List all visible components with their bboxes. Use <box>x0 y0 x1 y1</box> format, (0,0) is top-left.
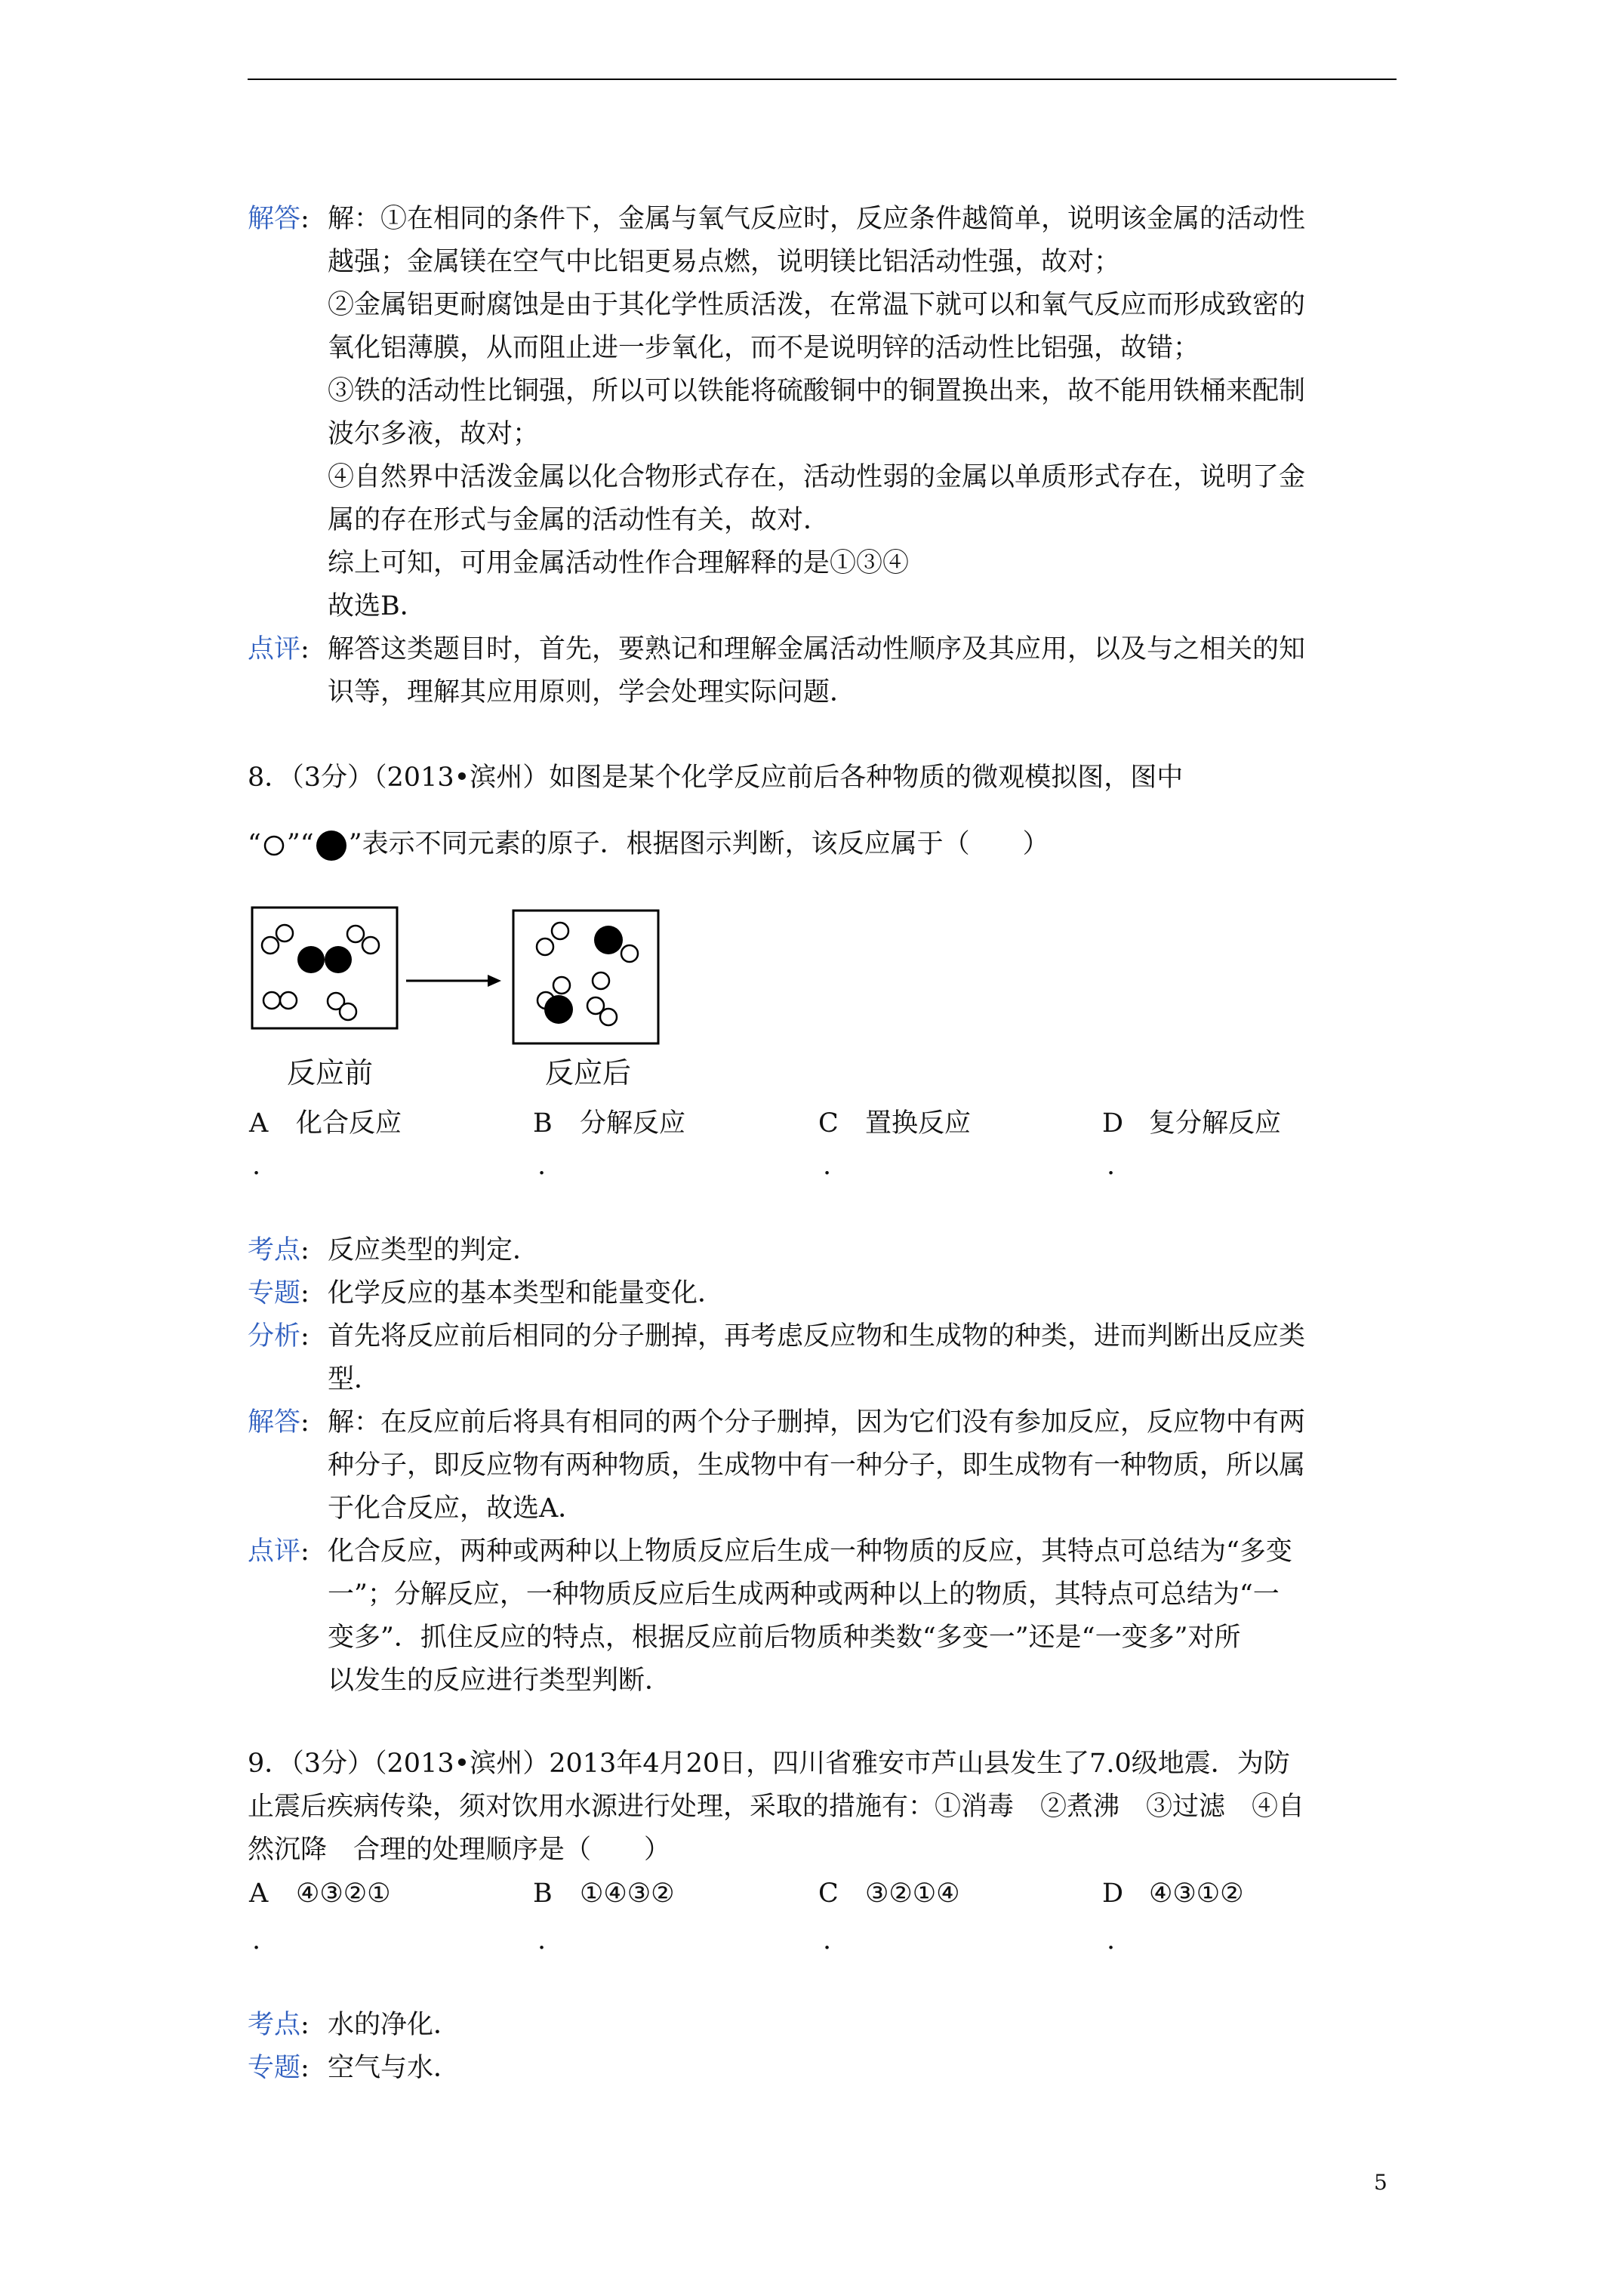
q9-stem <box>248 1743 1410 1872</box>
text-line: ②金属铝更耐腐蚀是由于其化学性质活泼，在常温下就可以和氧气反应而形成致密的 <box>328 290 1306 320</box>
q9-option-c: C ③②①④ <box>818 1878 960 1909</box>
text-line: 化合反应，两种或两种以上物质反应后生成一种物质的反应，其特点可总结为“多变 <box>328 1536 1292 1567</box>
text-line: ③铁的活动性比铜强，所以可以铁能将硫酸铜中的铜置换出来，故不能用铁桶来配制 <box>328 376 1306 406</box>
q8-option-d: D 复分解反应 <box>1102 1108 1282 1139</box>
text-line: 变多”．抓住反应的特点，根据反应前后物质种类数“多变一”还是“一变多”对所 <box>328 1623 1241 1653</box>
solid-atom-icon <box>314 828 349 863</box>
prev-answer <box>248 198 1410 714</box>
option-dot: . <box>252 1925 261 1955</box>
text-line: 型． <box>328 1364 381 1395</box>
text-line: 于化合反应，故选A． <box>328 1493 585 1524</box>
text-line: 首先将反应前后相同的分子删掉，再考虑反应物和生成物的种类，进而判断出反应类 <box>328 1321 1306 1351</box>
q9-option-d: D ④③①② <box>1102 1878 1244 1909</box>
text-line: 综上可知，可用金属活动性作合理解释的是①③④ <box>328 548 910 578</box>
label-kaodian: 考点: <box>248 2010 310 2040</box>
option-dot: . <box>252 1151 261 1181</box>
reaction-diagram <box>248 903 701 1062</box>
text-line: 一”；分解反应，一种物质反应后生成两种或两种以上的物质，其特点可总结为“一 <box>328 1579 1280 1610</box>
q8-stem-line2: “ ”“ ”表示不同元素的原子．根据图示判断，该反应属于（ ） <box>248 823 1049 866</box>
zhuanti-text: 化学反应的基本类型和能量变化． <box>328 1278 725 1308</box>
text-line: 故选B． <box>328 591 427 621</box>
q8-analysis <box>248 1229 1410 1703</box>
q9-option-a: A ④③②① <box>249 1878 391 1909</box>
option-dot: . <box>823 1151 832 1181</box>
option-dot: . <box>1107 1151 1116 1181</box>
kaodian-text: 反应类型的判定． <box>328 1235 540 1265</box>
text-line: ④自然界中活泼金属以化合物形式存在，活动性弱的金属以单质形式存在，说明了金 <box>328 462 1306 492</box>
text-line: 氧化铝薄膜，从而阻止进一步氧化，而不是说明锌的活动性比铝强，故错； <box>328 333 1200 363</box>
label-dianping: 点评: <box>248 1536 310 1567</box>
header-rule <box>248 79 1397 80</box>
reaction-arrow <box>406 975 501 987</box>
kaodian-text: 水的净化． <box>328 2010 460 2040</box>
text-line: 属的存在形式与金属的活动性有关，故对． <box>328 505 830 535</box>
text-line: 以发生的反应进行类型判断． <box>328 1666 672 1696</box>
q9-option-b: B ①④③② <box>533 1878 675 1909</box>
label-jieda: 解答: <box>248 1407 310 1438</box>
zhuanti-text: 空气与水． <box>328 2053 460 2083</box>
label-fenxi: 分析: <box>248 1321 310 1351</box>
hollow-atom-icon <box>261 833 287 858</box>
text-line: 然沉降 合理的处理顺序是（ ） <box>248 1835 671 1865</box>
text-line: 越强；金属镁在空气中比铝更易点燃，说明镁比铝活动性强，故对； <box>328 247 1121 277</box>
text-line: 波尔多液，故对； <box>328 419 540 449</box>
q8-option-c: C 置换反应 <box>818 1108 972 1139</box>
text-line: 9．（3分）（2013•滨州）2013年4月20日，四川省雅安市芦山县发生了7.0级地震．为防 <box>248 1749 1290 1779</box>
text-line: 种分子，即反应物有两种物质，生成物中有一种分子，即生成物有一种物质，所以属 <box>328 1450 1306 1481</box>
option-dot: . <box>537 1151 547 1181</box>
after-box <box>513 911 658 1043</box>
text-line: 解答这类题目时，首先，要熟记和理解金属活动性顺序及其应用，以及与之相关的知 <box>328 634 1306 664</box>
label-zhuanti: 专题: <box>248 2053 310 2083</box>
label-dianping: 点评: <box>248 634 310 664</box>
page-number: 5 <box>1374 2170 1387 2195</box>
option-dot: . <box>823 1925 832 1955</box>
label-jieda: 解答: <box>248 204 310 234</box>
q8-stem-line1: 8．（3分）（2013•滨州）如图是某个化学反应前后各种物质的微观模拟图，图中 <box>248 763 1184 793</box>
q8-option-b: B 分解反应 <box>533 1108 686 1139</box>
q8-option-a: A 化合反应 <box>249 1108 402 1139</box>
option-dot: . <box>537 1925 547 1955</box>
text-line: 识等，理解其应用原则，学会处理实际问题． <box>328 677 857 707</box>
option-dot: . <box>1107 1925 1116 1955</box>
caption-after: 反应后 <box>545 1056 632 1089</box>
before-box <box>252 908 397 1028</box>
label-kaodian: 考点: <box>248 1235 310 1265</box>
text-line: 解：在反应前后将具有相同的两个分子删掉，因为它们没有参加反应，反应物中有两 <box>328 1407 1306 1438</box>
label-zhuanti: 专题: <box>248 1278 310 1308</box>
q9-analysis <box>248 2004 1410 2090</box>
text-line: 解：①在相同的条件下，金属与氧气反应时，反应条件越简单，说明该金属的活动性 <box>328 204 1306 234</box>
text-line: 止震后疾病传染，须对饮用水源进行处理，采取的措施有：①消毒 ②煮沸 ③过滤 ④自 <box>248 1792 1305 1822</box>
caption-before: 反应前 <box>287 1056 374 1089</box>
